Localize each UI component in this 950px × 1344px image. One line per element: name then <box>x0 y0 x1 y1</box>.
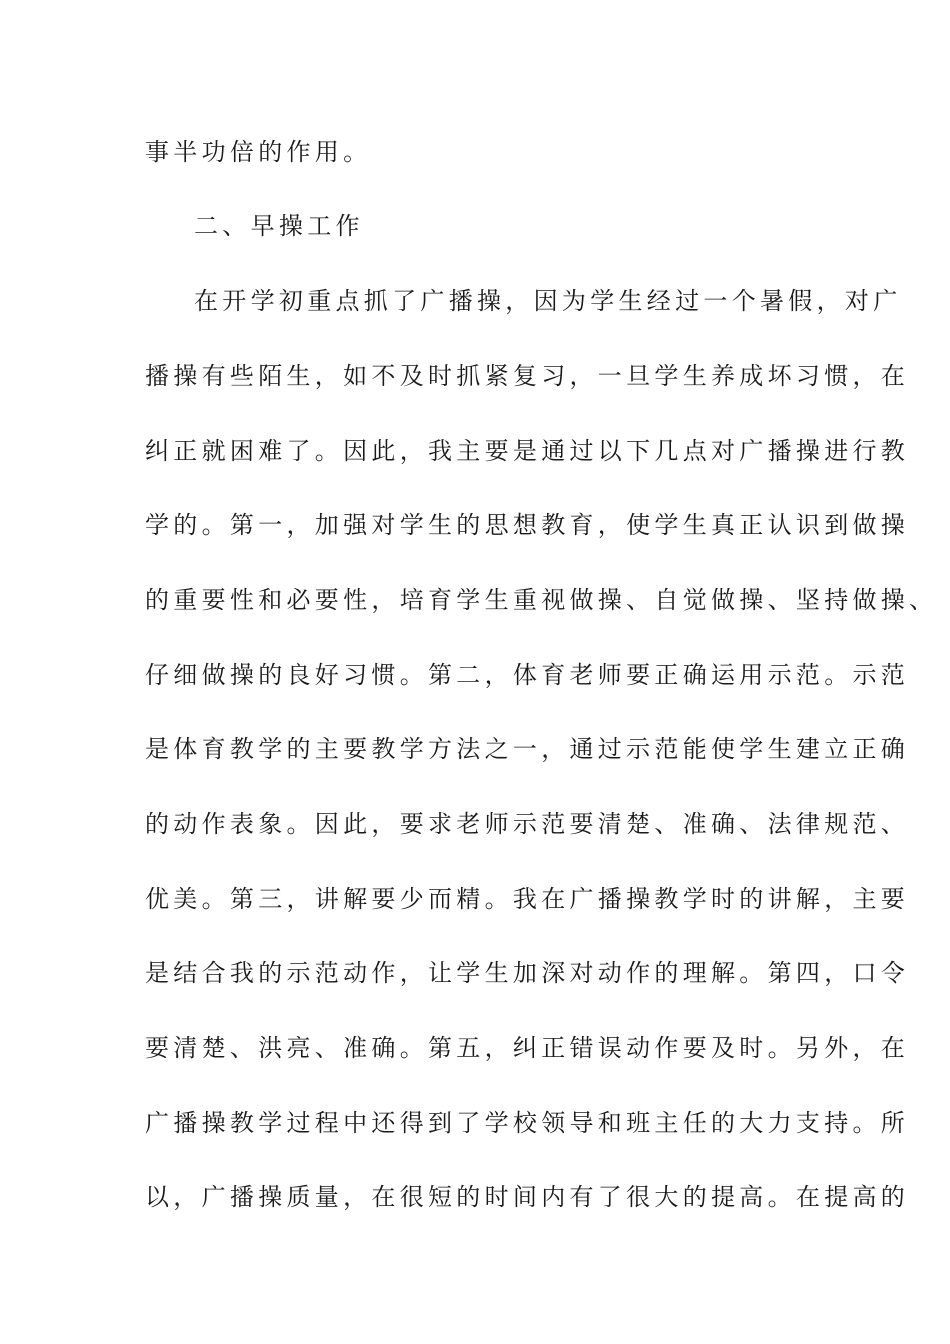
paragraph-end-line: 事半功倍的作用。 <box>145 138 372 166</box>
paragraph-line: 是体育教学的主要教学方法之一，通过示范能使学生建立正确 <box>145 735 910 763</box>
paragraph-line: 是结合我的示范动作，让学生加深对动作的理解。第四，口令 <box>145 959 910 987</box>
paragraph-line: 广播操教学过程中还得到了学校领导和班主任的大力支持。所 <box>145 1109 910 1137</box>
paragraph-line: 的动作表象。因此，要求老师示范要清楚、准确、法律规范、 <box>145 810 910 838</box>
section-heading: 二、早操工作 <box>194 212 364 240</box>
paragraph-line: 在开学初重点抓了广播操，因为学生经过一个暑假，对广 <box>194 287 902 315</box>
paragraph-line: 学的。第一，加强对学生的思想教育，使学生真正认识到做操 <box>145 511 910 539</box>
paragraph-line: 的重要性和必要性，培育学生重视做操、自觉做操、坚持做操、 <box>145 586 938 614</box>
paragraph-line: 纠正就困难了。因此，我主要是通过以下几点对广播操进行教 <box>145 437 910 465</box>
paragraph-line: 要清楚、洪亮、准确。第五，纠正错误动作要及时。另外，在 <box>145 1034 910 1062</box>
paragraph-line: 播操有些陌生，如不及时抓紧复习，一旦学生养成坏习惯，在 <box>145 362 910 390</box>
paragraph-line: 以，广播操质量，在很短的时间内有了很大的提高。在提高的 <box>145 1183 910 1211</box>
paragraph-line: 优美。第三，讲解要少而精。我在广播操教学时的讲解，主要 <box>145 885 910 913</box>
paragraph-line: 仔细做操的良好习惯。第二，体育老师要正确运用示范。示范 <box>145 661 910 689</box>
